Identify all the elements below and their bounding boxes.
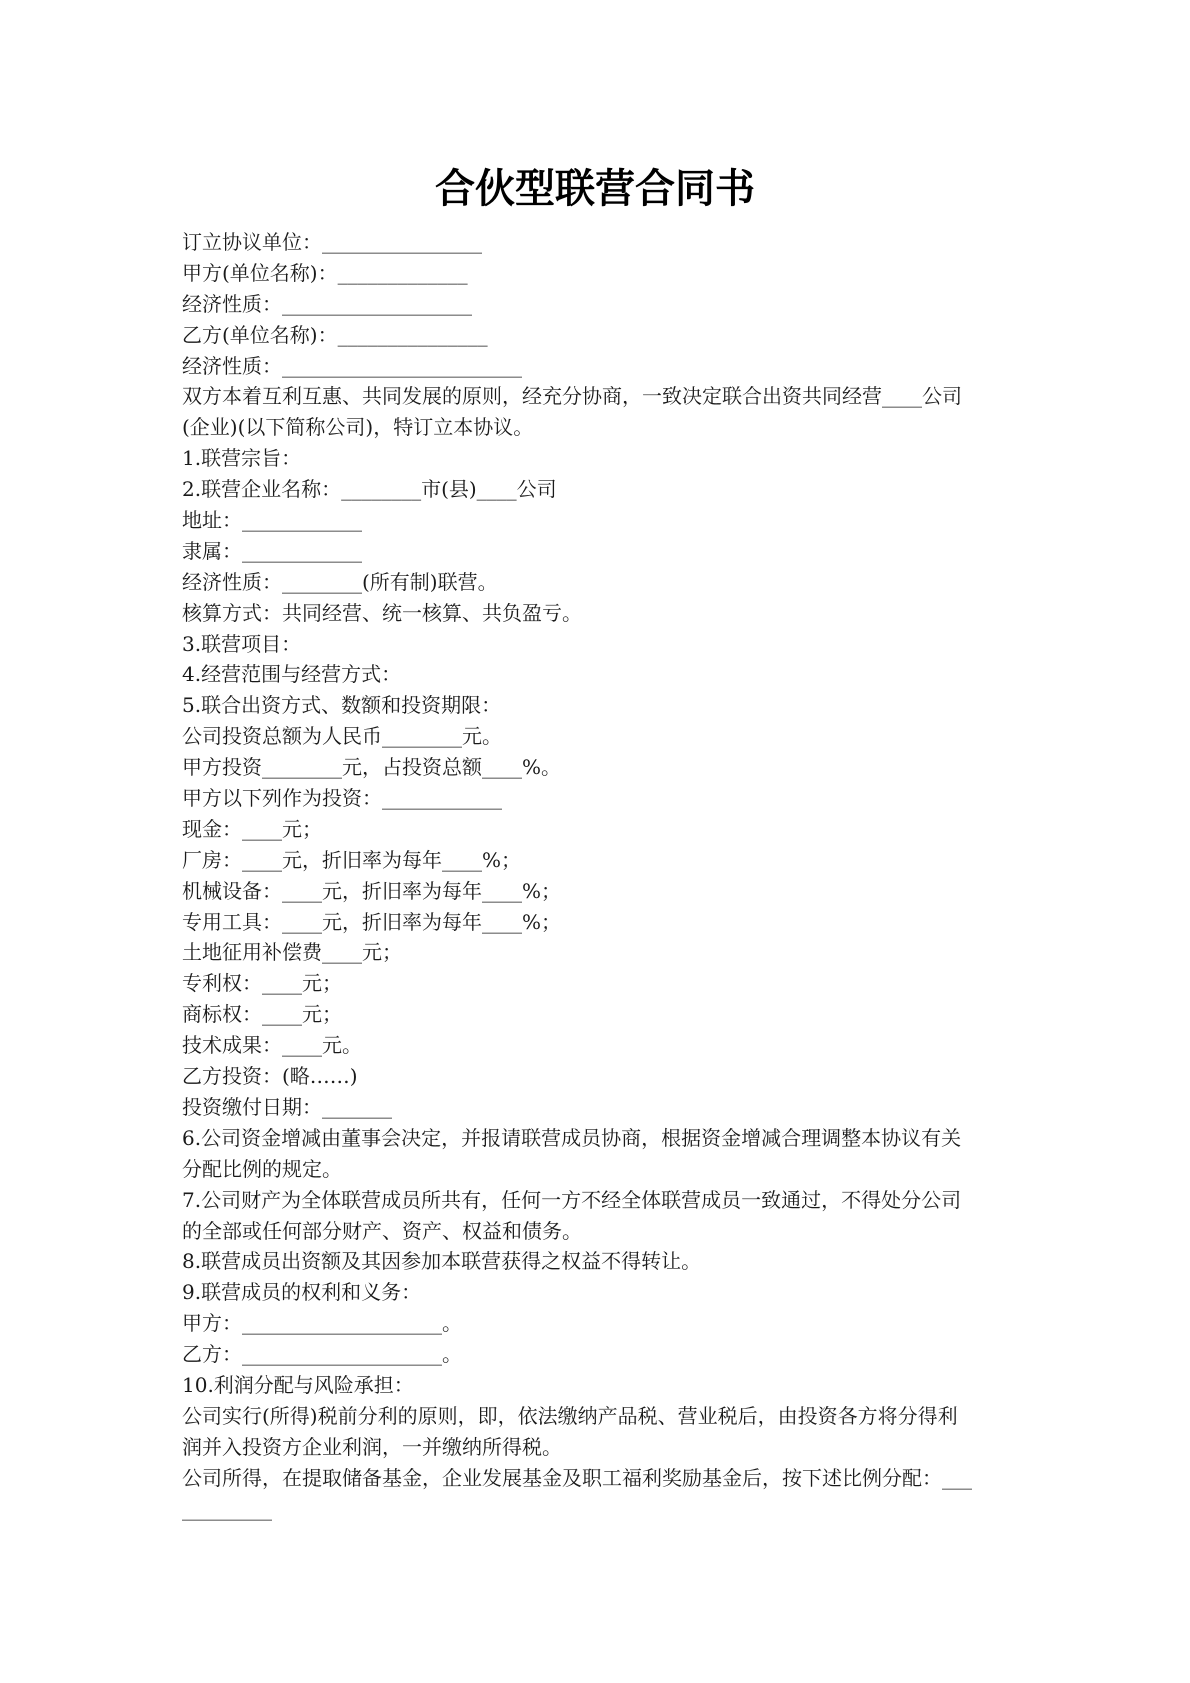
document-line: 10.利润分配与风险承担： xyxy=(182,1372,414,1397)
document-body xyxy=(182,227,1012,1524)
document-line: 地址：____________ xyxy=(182,508,362,533)
document-line: (企业)(以下简称公司)，特订立本协议。 xyxy=(182,415,534,440)
document-line: 专用工具：____元，折旧率为每年____%； xyxy=(182,909,562,934)
document-line: 投资缴付日期：_______ xyxy=(182,1094,392,1119)
document-line: 公司所得，在提取储备基金，企业发展基金及职工福利奖励基金后，按下述比例分配：___ xyxy=(182,1465,972,1490)
document-line: 经济性质：________(所有制)联营。 xyxy=(182,569,498,594)
document-line: 乙方(单位名称)：_______________ xyxy=(182,322,488,347)
document-line: 9.联营成员的权利和义务： xyxy=(182,1280,422,1305)
document-line: 5.联合出资方式、数额和投资期限： xyxy=(182,693,502,718)
document-line: 7.公司财产为全体联营成员所共有，任何一方不经全体联营成员一致通过，不得处分公司 xyxy=(182,1187,962,1212)
document-title: 合伙型联营合同书 xyxy=(435,166,755,212)
document-line: 双方本着互利互惠、共同发展的原则，经充分协商，一致决定联合出资共同经营____公司 xyxy=(182,384,962,409)
document-line: 甲方投资________元，占投资总额____%。 xyxy=(182,755,562,780)
document-line: 甲方以下列作为投资：____________ xyxy=(182,786,502,811)
document-line: 乙方：____________________。 xyxy=(182,1342,462,1367)
document-line: 土地征用补偿费____元； xyxy=(182,940,402,965)
document-line: 公司投资总额为人民币________元。 xyxy=(182,724,502,749)
document-line: 2.联营企业名称：________市(县)____公司 xyxy=(182,477,557,502)
document-line: 分配比例的规定。 xyxy=(182,1156,342,1181)
document-line: 润并入投资方企业利润，一并缴纳所得税。 xyxy=(182,1434,562,1459)
document-line: _________ xyxy=(182,1496,272,1521)
document-line: 3.联营项目： xyxy=(182,631,302,656)
document-line: 经济性质：___________________ xyxy=(182,291,472,316)
document-line: 1.联营宗旨： xyxy=(182,446,302,471)
document-line: 现金：____元； xyxy=(182,816,322,841)
document-line: 乙方投资：(略……) xyxy=(182,1064,358,1089)
document-line: 机械设备：____元，折旧率为每年____%； xyxy=(182,878,562,903)
document-line: 的全部或任何部分财产、资产、权益和债务。 xyxy=(182,1218,582,1243)
document-line: 甲方(单位名称)：_____________ xyxy=(182,260,468,285)
document-line: 订立协议单位：________________ xyxy=(182,230,482,254)
document-line: 甲方：____________________。 xyxy=(182,1311,462,1336)
document-line: 隶属：____________ xyxy=(182,538,362,563)
document-line: 技术成果：____元。 xyxy=(182,1033,362,1058)
document-line: 专利权：____元； xyxy=(182,971,342,996)
document-line: 商标权：____元； xyxy=(182,1002,342,1027)
document-line: 6.公司资金增减由董事会决定，并报请联营成员协商，根据资金增减合理调整本协议有关 xyxy=(182,1125,962,1150)
document-line: 厂房：____元，折旧率为每年____%； xyxy=(182,847,522,872)
document-line: 4.经营范围与经营方式： xyxy=(182,662,402,687)
document-line: 8.联营成员出资额及其因参加本联营获得之权益不得转让。 xyxy=(182,1249,702,1274)
document-line: 核算方式：共同经营、统一核算、共负盈亏。 xyxy=(182,600,582,625)
document-line: 经济性质：________________________ xyxy=(182,353,522,378)
document-line: 公司实行(所得)税前分利的原则，即，依法缴纳产品税、营业税后，由投资各方将分得利 xyxy=(182,1403,958,1428)
